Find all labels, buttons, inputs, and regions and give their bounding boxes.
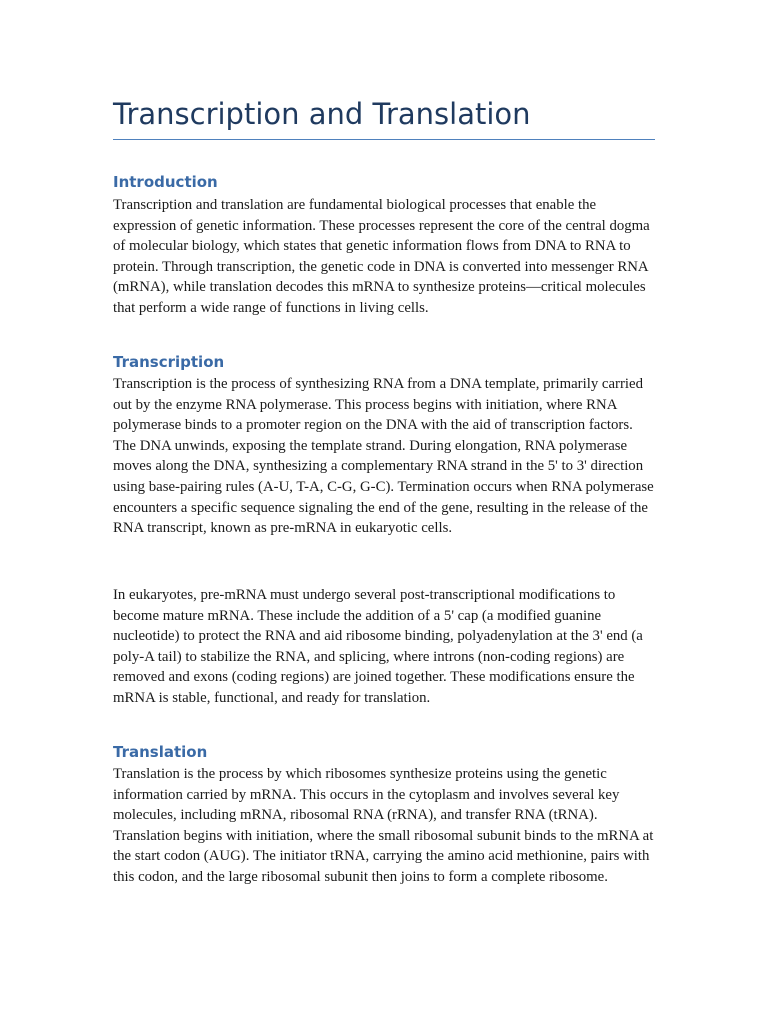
section-heading-translation: Translation (113, 743, 208, 761)
transcription-paragraph-2: In eukaryotes, pre-mRNA must undergo several post-transcriptional modifications to become mature mRNA. These include the addition of a 5' cap (a modified guanine nucleotide) to protect the RNA and aid ribosome binding, polyadenylation at the 3' end (a poly-A tail) to stabilize the RNA, and splicing, where introns (non-coding regions) are removed and exons (coding regions) are joined together. These modifications ensure the mRNA is stable, functional, and ready for translation. (113, 587, 643, 706)
introduction-paragraph: Transcription and translation are fundamental biological processes that enable the expression of genetic information. These processes represent the core of the central dogma of molecular biology, which states that genetic information flows from DNA to RNA to protein. Through transcription, the genetic code in DNA is converted into messenger RNA (mRNA), while translation decodes this mRNA to synthesize proteins—critical molecules that perform a wide range of functions in living cells. (113, 197, 650, 316)
translation-paragraph: Translation is the process by which ribosomes synthesize proteins using the genetic information carried by mRNA. This occurs in the cytoplasm and involves several key molecules, including mRNA, ribosomal RNA (rRNA), and transfer RNA (tRNA). Translation begins with initiation, where the small ribosomal subunit binds to the mRNA at the start codon (AUG). The initiator tRNA, carrying the amino acid methionine, pairs with this codon, and the large ribosomal subunit then joins to form a complete ribosome. (113, 766, 654, 885)
title-underline (113, 139, 655, 140)
section-heading-transcription: Transcription (113, 353, 225, 371)
section-heading-introduction: Introduction (113, 173, 218, 191)
transcription-paragraph-1: Transcription is the process of synthesizing RNA from a DNA template, primarily carried out by the enzyme RNA polymerase. This process begins with initiation, where RNA polymerase binds to a promoter region on the DNA with the aid of transcription factors. The DNA unwinds, exposing the template strand. During elongation, RNA polymerase moves along the DNA, synthesizing a complementary RNA strand in the 5' to 3' direction using base-pairing rules (A-U, T-A, C-G, G-C). Termination occurs when RNA polymerase encounters a specific sequence signaling the end of the gene, resulting in the release of the RNA transcript, known as pre-mRNA in eukaryotic cells. (113, 376, 654, 537)
document-title: Transcription and Translation (113, 97, 531, 131)
